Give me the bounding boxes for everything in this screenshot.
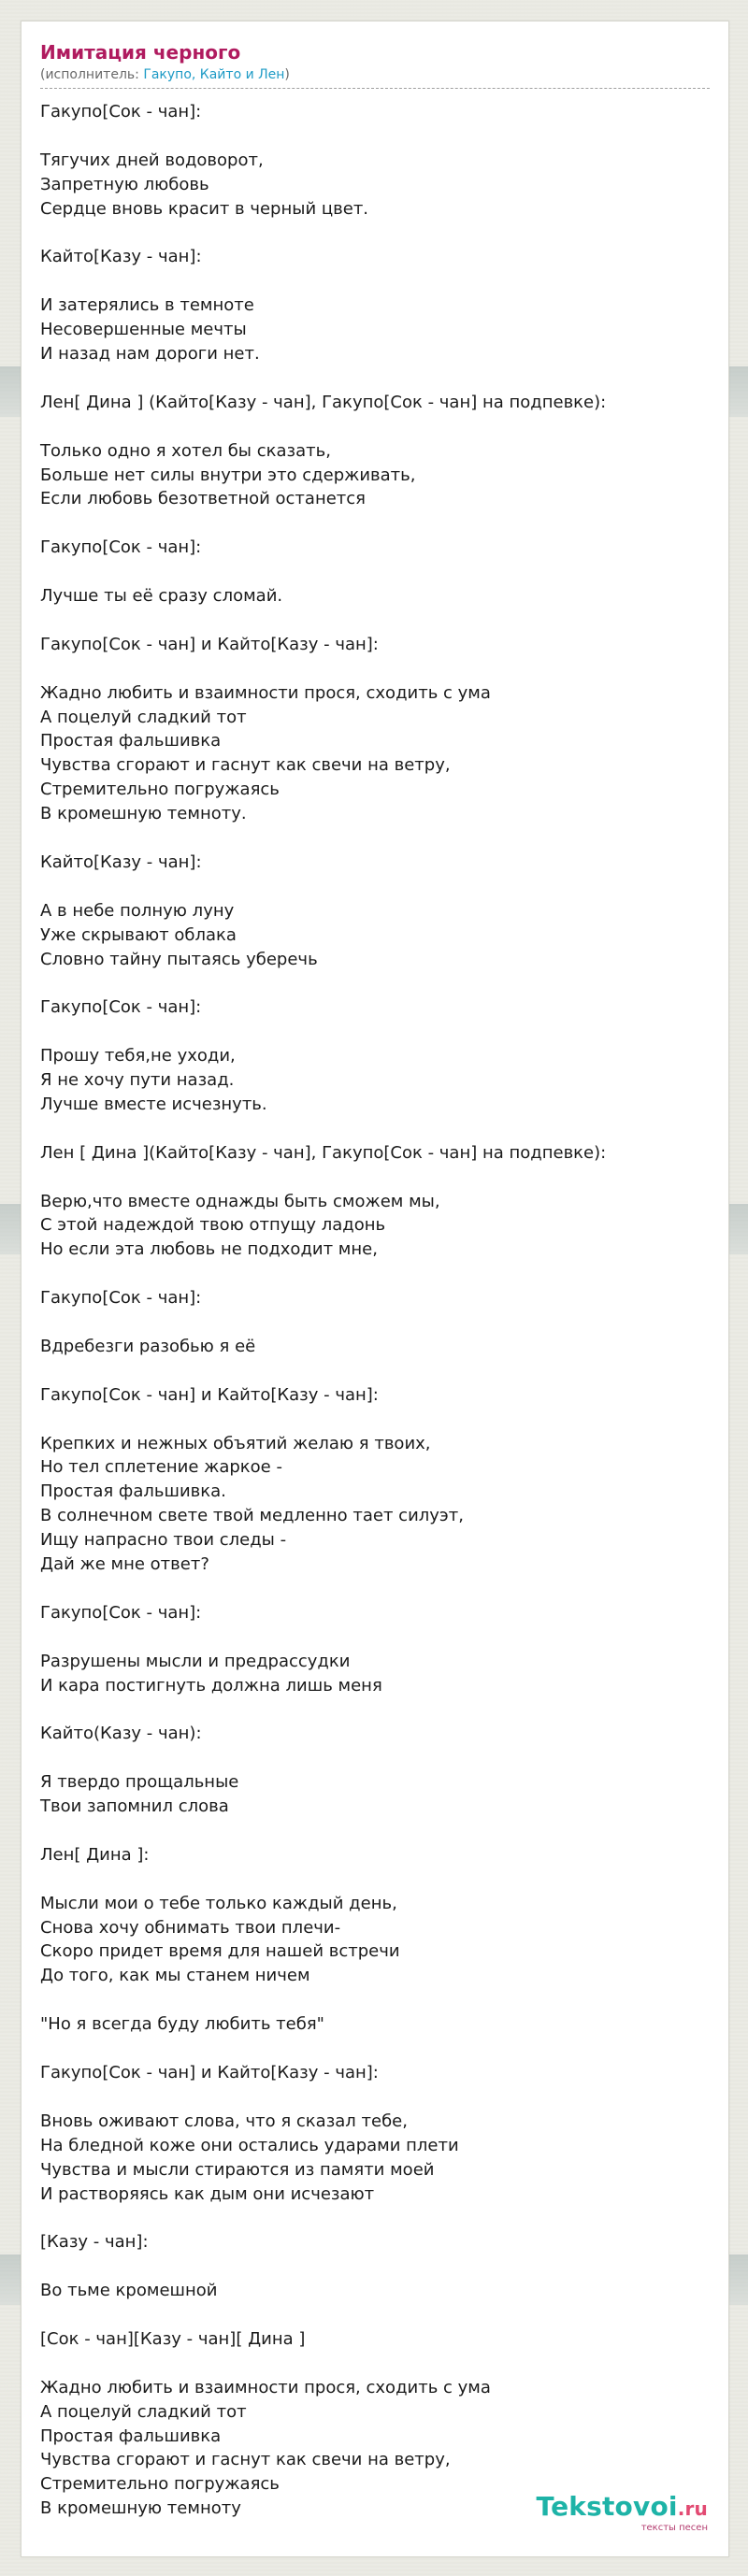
lyric-line: Стремительно погружаясь <box>40 780 280 800</box>
lyric-line: [Казу - чан]: <box>40 2232 149 2253</box>
lyric-line: Простая фальшивка <box>40 731 222 751</box>
performer-line <box>40 66 710 83</box>
brand-domain: .ru <box>677 2497 708 2520</box>
lyrics-text <box>40 100 710 2521</box>
lyric-line: Ищу напрасно твои следы - <box>40 1530 287 1551</box>
lyric-line <box>40 124 710 149</box>
lyric-line: С этой надеждой твою отпущу ладонь <box>40 1215 386 1236</box>
lyric-line <box>40 1117 710 1141</box>
lyric-line <box>40 1746 710 1770</box>
lyric-line: Только одно я хотел бы сказать, <box>40 440 331 461</box>
lyric-line: Запретную любовь <box>40 174 209 194</box>
lyric-line <box>40 1166 710 1190</box>
lyric-line <box>40 875 710 899</box>
lyric-line: Чувства и мысли стираются из памяти моей <box>40 2159 435 2180</box>
lyric-line <box>40 1310 710 1335</box>
lyric-line <box>40 2352 710 2376</box>
lyric-line <box>40 971 710 995</box>
brand-tagline: тексты песен <box>640 2523 708 2533</box>
lyric-line <box>40 608 710 633</box>
performer-link[interactable]: Гакупо, Кайто и Лен <box>143 67 285 82</box>
lyric-line: Если любовь безответной останется <box>40 489 366 509</box>
lyric-line: Крепких и нежных объятий желаю я твоих, <box>40 1433 431 1453</box>
header-divider <box>40 88 710 89</box>
performer-suffix: ) <box>284 67 290 82</box>
lyric-line: Гакупо[Сок - чан]: <box>40 1602 202 1623</box>
lyric-line: Лучше ты её сразу сломай. <box>40 586 283 607</box>
lyric-line: Кайто[Казу - чан]: <box>40 852 202 872</box>
lyric-line: [Сок - чан][Казу - чан][ Дина ] <box>40 2328 306 2349</box>
lyric-line: Мысли мои о тебе только каждый день, <box>40 1893 397 1913</box>
lyric-line <box>40 1819 710 1843</box>
lyric-line: Дай же мне ответ? <box>40 1554 209 1575</box>
lyric-line: Гакупо[Сок - чан]: <box>40 997 202 1018</box>
lyric-line: Гакупо[Сок - чан]: <box>40 1288 202 1309</box>
lyric-line: Гакупо[Сок - чан] и Кайто[Казу - чан]: <box>40 634 379 654</box>
lyric-line <box>40 657 710 681</box>
lyric-line: "Но я всегда буду любить тебя" <box>40 2014 324 2035</box>
lyric-line: А в небе полную луну <box>40 900 235 921</box>
lyric-line: Тягучих дней водоворот, <box>40 150 264 170</box>
lyric-line: Вновь оживают слова, что я сказал тебе, <box>40 2111 408 2131</box>
lyric-line <box>40 1359 710 1383</box>
lyric-line: Лен[ Дина ] (Кайто[Казу - чан], Гакупо[Сок - чан] на подпевке): <box>40 392 607 412</box>
lyric-line: На бледной коже они остались ударами плети <box>40 2135 459 2155</box>
lyric-line: Твои запомнил слова <box>40 1796 229 1817</box>
lyric-line: Вдребезги разобью я её <box>40 1336 256 1356</box>
lyric-line: И кара постигнуть должна лишь меня <box>40 1675 382 1696</box>
lyric-line: Лучше вместе исчезнуть. <box>40 1094 267 1114</box>
lyric-line <box>40 826 710 851</box>
lyric-line: Кайто(Казу - чан): <box>40 1724 202 1744</box>
lyric-line: Простая фальшивка <box>40 2426 222 2446</box>
lyric-line: Разрушены мысли и предрассудки <box>40 1651 351 1671</box>
brand-name <box>536 2491 708 2522</box>
lyric-line: В солнечном свете твой медленно тает силуэт, <box>40 1506 465 1526</box>
lyric-line <box>40 1020 710 1044</box>
lyric-line <box>40 366 710 391</box>
performer-prefix: (исполнитель: <box>40 67 144 82</box>
lyric-line <box>40 222 710 246</box>
lyric-line <box>40 511 710 536</box>
lyric-line <box>40 1697 710 1722</box>
lyric-line: И назад нам дороги нет. <box>40 344 260 365</box>
lyric-line: Лен [ Дина ](Кайто[Казу - чан], Гакупо[Сок - чан] на подпевке): <box>40 1142 607 1163</box>
lyric-line: Но тел сплетение жаркое - <box>40 1457 282 1478</box>
lyric-line: До того, как мы станем ничем <box>40 1966 310 1986</box>
lyric-line: В кромешную темноту. <box>40 804 247 824</box>
lyric-line: Я твердо прощальные <box>40 1772 239 1793</box>
lyric-line: И затерялись в темноте <box>40 295 254 316</box>
song-header <box>40 40 710 89</box>
lyric-line <box>40 2206 710 2230</box>
lyric-line: Больше нет силы внутри это сдерживать, <box>40 465 416 485</box>
lyric-line <box>40 1408 710 1432</box>
lyric-line: Гакупо[Сок - чан]: <box>40 102 202 122</box>
lyric-line: Сердце вновь красит в черный цвет. <box>40 198 369 219</box>
lyric-line <box>40 1625 710 1650</box>
lyric-line: Гакупо[Сок - чан]: <box>40 537 202 558</box>
lyric-line <box>40 269 710 293</box>
lyric-line: Снова хочу обнимать твои плечи- <box>40 1917 341 1938</box>
lyric-line: В кромешную темноту <box>40 2498 241 2519</box>
lyric-line: Чувства сгорают и гаснут как свечи на ветру, <box>40 2450 451 2470</box>
lyric-line: Во тьме кромешной <box>40 2281 218 2301</box>
lyric-line: И растворяясь как дым они исчезают <box>40 2183 375 2204</box>
lyric-line <box>40 1262 710 1286</box>
brand-wordmark: Tekstovoi <box>536 2491 678 2522</box>
lyric-line: А поцелуй сладкий тот <box>40 2401 247 2422</box>
lyric-line <box>40 1868 710 1892</box>
lyric-line <box>40 2254 710 2279</box>
lyric-line: Скоро придет время для нашей встречи <box>40 1941 400 1962</box>
lyric-line: Уже скрывают облака <box>40 924 237 945</box>
lyric-line: Лен[ Дина ]: <box>40 1844 150 1865</box>
lyric-line: Но если эта любовь не подходит мне, <box>40 1239 378 1260</box>
lyric-line: Верю,что вместе однажды быть сможем мы, <box>40 1191 440 1211</box>
lyric-line <box>40 2037 710 2061</box>
lyric-line: Чувства сгорают и гаснут как свечи на ветру, <box>40 755 451 776</box>
lyric-line <box>40 415 710 439</box>
lyric-line: Гакупо[Сок - чан] и Кайто[Казу - чан]: <box>40 2062 379 2082</box>
lyric-line: Кайто[Казу - чан]: <box>40 247 202 267</box>
lyric-line: Я не хочу пути назад. <box>40 1070 235 1091</box>
lyric-line <box>40 560 710 584</box>
lyric-line: Жадно любить и взаимности прося, сходить с ума <box>40 2377 491 2397</box>
lyric-line <box>40 2085 710 2110</box>
lyric-line <box>40 1988 710 2012</box>
lyric-line: Словно тайну пытаясь уберечь <box>40 949 318 969</box>
lyric-line: Гакупо[Сок - чан] и Кайто[Казу - чан]: <box>40 1384 379 1405</box>
lyric-line: Жадно любить и взаимности прося, сходить с ума <box>40 682 491 703</box>
site-logo[interactable] <box>536 2491 708 2534</box>
lyric-line: Стремительно погружаясь <box>40 2474 280 2495</box>
lyric-line <box>40 2303 710 2327</box>
lyric-line <box>40 1577 710 1601</box>
lyric-line: А поцелуй сладкий тот <box>40 707 247 727</box>
lyrics-card <box>21 21 729 2557</box>
lyric-line: Прошу тебя,не уходи, <box>40 1046 236 1066</box>
lyric-line: Несовершенные мечты <box>40 320 247 340</box>
lyric-line: Простая фальшивка. <box>40 1481 226 1502</box>
song-title: Имитация черного <box>40 41 241 64</box>
